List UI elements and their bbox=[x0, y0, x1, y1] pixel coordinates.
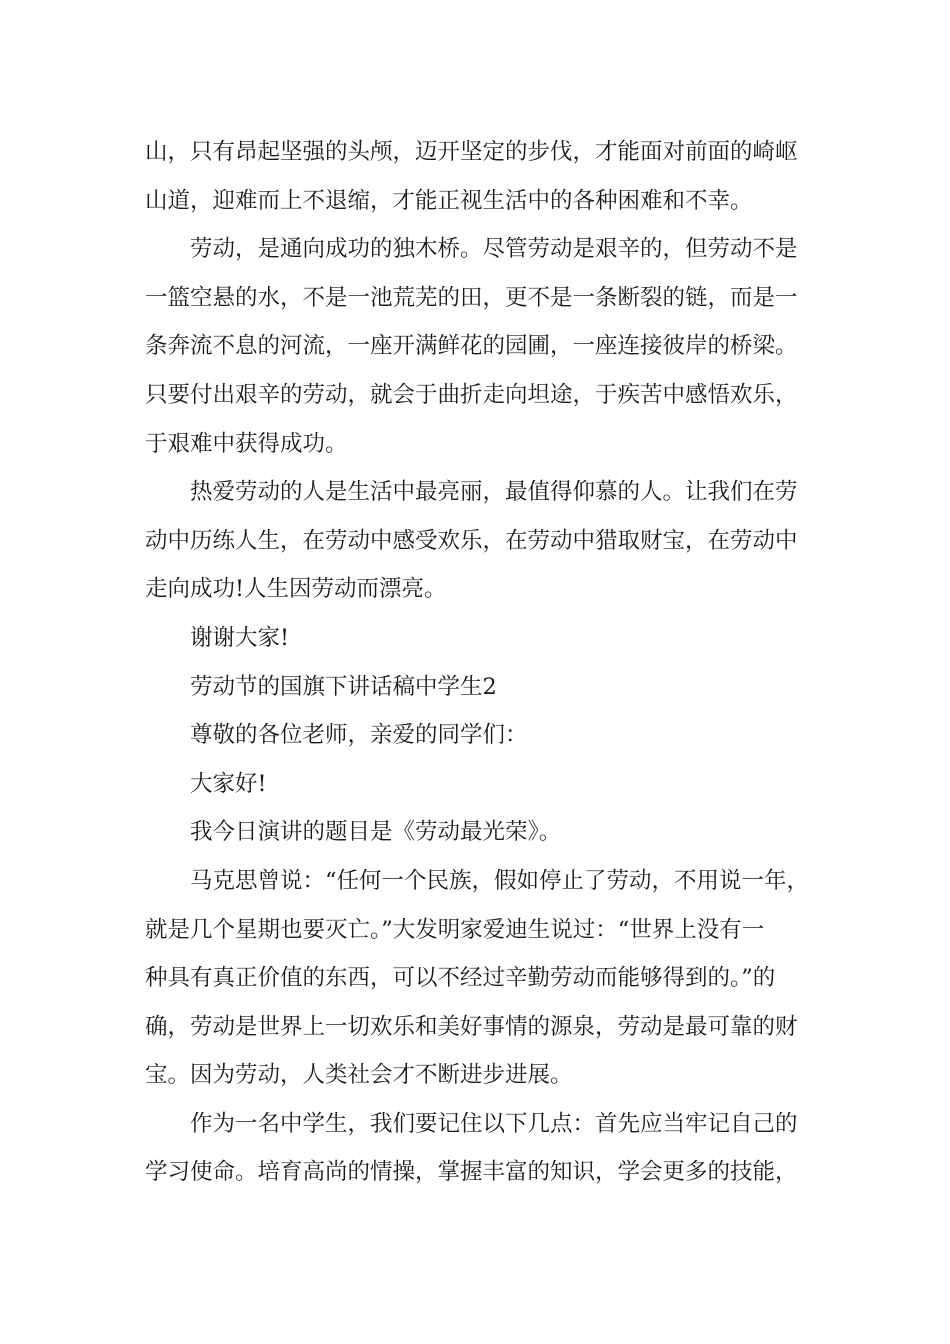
text-line: 于艰难中获得成功。 bbox=[145, 430, 348, 457]
greeting: 大家好! bbox=[190, 770, 267, 797]
closing-line: 谢谢大家! bbox=[190, 624, 290, 651]
text-line: 条奔流不息的河流，一座开满鲜花的园圃，一座连接彼岸的桥梁。 bbox=[145, 333, 798, 360]
text-line: 宝。因为劳动，人类社会才不断进步进展。 bbox=[145, 1062, 573, 1089]
text-line: 动中历练人生，在劳动中感受欢乐，在劳动中猎取财宝，在劳动中 bbox=[145, 527, 798, 554]
text-line: 一篮空悬的水，不是一池荒芜的田，更不是一条断裂的链，而是一 bbox=[145, 284, 798, 311]
text-line: 学习使命。培育高尚的情操，掌握丰富的知识，学会更多的技能， bbox=[145, 1159, 798, 1186]
text-line: 热爱劳动的人是生活中最亮丽，最值得仰慕的人。让我们在劳 bbox=[190, 479, 798, 506]
text-line: 山道，迎难而上不退缩，才能正视生活中的各种困难和不幸。 bbox=[145, 187, 753, 214]
text-line: 我今日演讲的题目是《劳动最光荣》。 bbox=[190, 819, 562, 846]
text-line: 劳动，是通向成功的独木桥。尽管劳动是艰辛的，但劳动不是 bbox=[190, 236, 798, 263]
salutation: 尊敬的各位老师，亲爱的同学们： bbox=[190, 722, 528, 749]
section-title: 劳动节的国旗下讲话稿中学生2 bbox=[190, 673, 497, 700]
text-line: 确，劳动是世界上一切欢乐和美好事情的源泉，劳动是最可靠的财 bbox=[145, 1013, 798, 1040]
body-text bbox=[145, 128, 835, 1197]
text-line: 就是几个星期也要灭亡。”大发明家爱迪生说过：“世界上没有一 bbox=[145, 916, 765, 943]
text-line: 只要付出艰辛的劳动，就会于曲折走向坦途，于疾苦中感悟欢乐， bbox=[145, 381, 798, 408]
text-line: 走向成功!人生因劳动而漂亮。 bbox=[145, 576, 447, 603]
text-line: 马克思曾说：“任何一个民族，假如停止了劳动，不用说一年， bbox=[190, 867, 810, 894]
text-line: 种具有真正价值的东西，可以不经过辛勤劳动而能够得到的。”的 bbox=[145, 965, 776, 992]
text-line: 山，只有昂起坚强的头颅，迈开坚定的步伐，才能面对前面的崎岖 bbox=[145, 139, 798, 165]
text-line: 作为一名中学生，我们要记住以下几点：首先应当牢记自己的 bbox=[190, 1110, 798, 1137]
